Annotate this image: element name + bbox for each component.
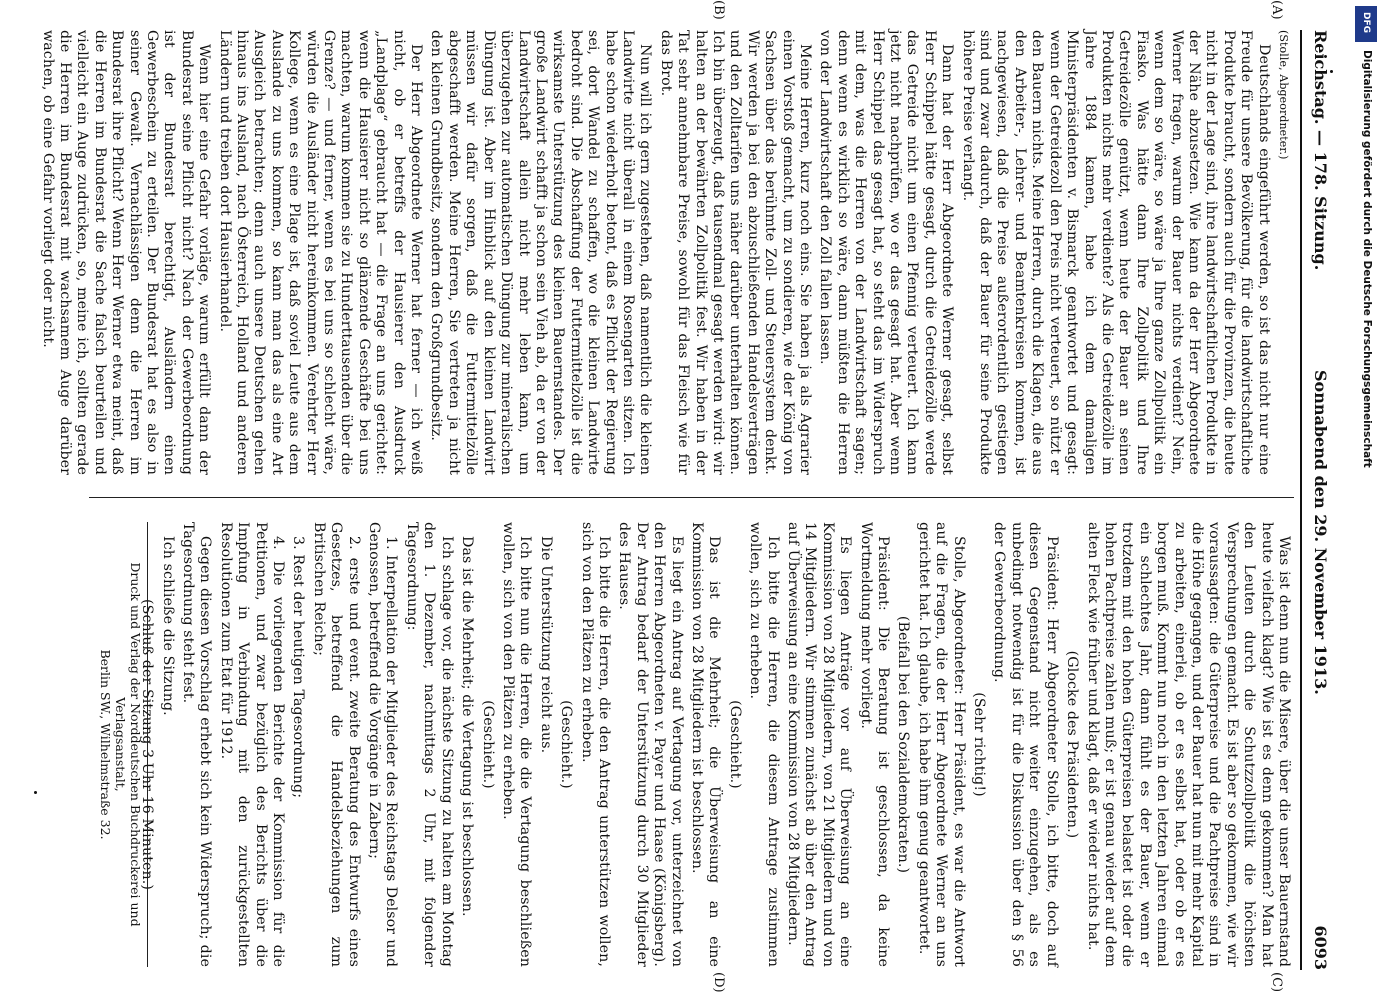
paragraph: Die Unterstützung reicht aus.	[537, 536, 554, 754]
dfg-logo-text: DFG	[1361, 12, 1371, 34]
header-rule	[1300, 30, 1302, 970]
imprint-line-2: Berlin SW., Wilhelmstraße 32.	[98, 649, 113, 840]
imprint-line-1: Druck und Verlag der Norddeutschen Buchdruckerei und Verlagsanstalt,	[113, 562, 143, 927]
paragraph: Das ist die Mehrheit; die Vertagung ist beschlossen.	[459, 536, 476, 917]
imprint	[98, 522, 148, 967]
running-header	[1302, 30, 1336, 970]
stage-remark: (Geschieht.)	[726, 700, 743, 789]
paragraph: Ich schließe die Sitzung.	[159, 536, 176, 716]
paragraph: Dann hat der Herr Abgeordnete Werner gesagt, selbst Herr Schippel hätte gesagt, durch die Getreidezölle werde das Getreide nicht um einen Pfennig verteuert. Ich kann jetzt nicht nachprüfen, wo er das gesagt hat. Aber wenn Herr Schippel das gesagt hat, so steht das im Widerspruch mit dem, was die Herren von der Landwirtschaft sagen; denn wenn es wirklich so wäre, dann müßten die Herren von der Landwirtschaft den Zoll fallen lassen.	[817, 30, 956, 475]
column-divider	[89, 497, 1294, 498]
paragraph: Nun will ich gern zugestehen, daß namentlich die kleinen Landwirte nicht überall in einem Rosengarten sitzen. Ich habe schon wiederholt betont, daß es Pflicht der Regierung sei, dort Wandel zu schaffen, wo die kleinen Landwirte bedroht sind. Die Abschaffung der Futtermittelzölle ist die wirksamste Unterstützung des kleinen Bauernstandes. Der große Landwirt schafft ja schon sein Vieh ab, da er von der Landwirtschaft allein nicht mehr leben kann, um überzugehen zur automatischen Düngung zur mineralischen Düngung ist. Aber im Hinblick auf den kleinen Landwirt müssen wir dafür sorgen, daß die Futtermittelzölle abgeschafft werden. Meine Herren, Sie vertreten ja nicht den kleinen Grundbesitz, sondern den Großgrundbesitz.	[428, 30, 654, 475]
rotated-page-content	[39, 0, 1336, 993]
paragraph: Was ist denn nun die Misere, über die unser Bauernstand heute vielfach klagt? Wie ist es denn gekommen? Man hat den Leuten durch die Schutzzollpolitik die höchsten Versprechungen gemacht. Es ist aber so gekommen, wie wir voraussagten: die Güterpreise und die Pachtpreise sind in die Höhe gegangen, und der Bauer hat nun mit mehr Kapital zu arbeiten, einerlei, ob er es selbst hat, oder ob er es borgen muß. Kommt nun noch in den letzten Jahren einmal ein schlechtes Jahr, dann fühlt es der Bauer, wenn er trotzdem mit den hohen Güterpreisen belastet ist oder die hohen Pachtpreise zahlen muß; er ist genau wieder auf dem alten Fleck wie früher und klagt, daß er wieder nichts hat.	[1084, 522, 1292, 967]
paragraph: Ich bitte die Herren, die diesem Antrage zustimmen wollen, sich zu erheben.	[747, 522, 781, 967]
speck	[34, 791, 37, 794]
speaker-reply: Stolle, Abgeordneter: Herr Präsident, es war die Antwort auf die Fragen, die der Herr Abgeordnete Werner an uns gerichtet hat. Ich glaube, ich habe ihm genug geantwortet.	[915, 522, 967, 967]
header-center: Sonnabend den 29. November 1913.	[1311, 370, 1330, 695]
margin-mark-c: (C)	[1269, 972, 1284, 993]
agenda-item: 4. Die vorliegenden Berichte der Kommission für die Petitionen, und zwar bezüglich des Berichts über die Impfung in Verbindung mit den zurückgestellten Resolutionen zum Etat für 1912.	[217, 522, 287, 967]
dfg-side-strip	[1355, 6, 1379, 468]
paragraph: Der Herr Abgeordnete Werner hat ferner — ich weiß nicht, ob er betreffs der Hausierer den Ausdruck „Landplage“ gebraucht hat — die Frage an uns gerichtet: wenn die Hausierer nicht so glänzende Geschäfte bei uns machten, warum kommen sie zu Hunderttausenden über die Grenze? — und ferner, wenn es bei uns so schlecht wäre, würden die Ausländer nicht hereinkommen. Verehrter Herr Kollege, wenn es eine Plage ist, daß soviel Leute aus dem Auslande zu uns kommen, so kann man das als eine Art Ausgleich betrachten; denn auch unsere Deutschen gehen hinaus ins Ausland, nach Österreich, Holland und anderen Ländern und treiben dort Hausierhandel.	[216, 30, 425, 475]
bell-remark: (Glocke des Präsidenten.)	[1064, 650, 1081, 839]
paragraph: Gegen diesen Vorschlag erhebt sich kein Widerspruch; die Tagesordnung steht fest.	[180, 522, 214, 967]
paragraph: Wenn hier eine Gefahr vorläge, warum erfüllt dann der Bundesrat seine Pflicht nicht? Nach der Gewerbeordnung ist der Bundesrat berechtigt, Ausländern einen Gewerbeschein zu erteilen. Der Bundesrat hat es also in seiner Gewalt. Vernachlässigen denn die Herren im Bundesrat ihre Pflicht? Wenn Herr Werner etwa meint, daß die Herren im Bundesrat die Sache falsch beurteilen und vielleicht ein Auge zudrücken, so, meine ich, sollten gerade die Herren im Bundesrat mit wachsamem Auge darüber wachen, ob eine Gefahr vorliegt oder nicht.	[39, 30, 213, 475]
paragraph: Das ist die Mehrheit; die Überweisung an eine Kommission von 28 Mitgliedern ist beschlossen.	[689, 522, 723, 967]
agenda-item: 3. Rest der heutigen Tagesordnung;	[290, 536, 307, 799]
stage-remark: (Geschieht.)	[558, 700, 575, 789]
president-remark: Präsident: Die Beratung ist geschlossen, da keine Wortmeldung mehr vorliegt.	[857, 522, 892, 967]
margin-mark-a: (A)	[1269, 0, 1284, 20]
right-column	[135, 522, 1292, 967]
closing-remark: (Schluß der Sitzung 3 Uhr 16 Minuten.)	[139, 599, 156, 890]
agenda-item: 1. Interpellation der Mitglieder des Reichstags Delsor und Genossen, betreffend die Vorgänge in Zabern;	[366, 522, 400, 967]
paragraph: Deutschlands eingeführt werden, so ist das nicht nur eine Freude für unsere Bevölkerung, für die landwirtschaftliche Produkte braucht, sondern auch für die Provinzen, die heute nicht in der Lage sind, ihre landwirtschaftlichen Produkte in der Nähe abzusetzen. Wie kann da der Herr Abgeordnete Werner fragen, warum der Bauer nichts verdient? Nein, wenn dem so wäre, so wäre ja Ihre ganze Zollpolitik ein Fiasko. Was hätte dann Ihre Zollpolitik und Ihre Getreidezölle genützt, wenn heute der Bauer an seinen Produkten nichts mehr verdiente? Als die Getreidezölle im Jahre 1884 kamen, habe ich dem damaligen Ministerpräsidenten v. Bismarck geantwortet und gesagt: wenn der Getreidezoll den Preis nicht verteuert, so nützt er den Bauern nichts. Meine Herren, durch die Klagen, die aus den Arbeiter-, Lehrer- und Beamtenkreisen kommen, ist nachgewiesen, daß die Preise außerordentlich gestiegen sind und zwar dadurch, daß der Bauer für seine Produkte höhere Preise verlangt.	[959, 30, 1272, 475]
applause-remark: (Beifall bei den Sozialdemokraten.)	[895, 615, 912, 874]
dfg-logo	[1355, 6, 1377, 42]
paragraph: Ich bitte die Herren, die den Antrag unterstützen wollen, sich von den Plätzen zu erheben.	[578, 522, 612, 967]
left-column	[35, 30, 1292, 475]
interjection: (Sehr richtig!)	[971, 692, 988, 797]
stage-remark: (Geschieht.)	[479, 700, 496, 789]
margin-mark-d: (D)	[711, 972, 726, 993]
margin-mark-b: (B)	[711, 0, 726, 20]
funding-note: Digitalisierung gefördert durch die Deutsche Forschungsgemeinschaft	[1361, 50, 1373, 468]
paragraph: Ich bitte nun die Herren, die die Vertagung beschließen wollen, sich von den Plätzen zu erheben.	[499, 522, 534, 967]
president-remark: Präsident: Herr Abgeordneter Stolle, ich bitte, doch auf diesen Gegenstand nicht weiter einzugehen, als es unbedingt notwendig ist für die Diskussion über den § 56 der Gewerbeordnung.	[991, 522, 1060, 967]
paragraph: Es liegen Anträge vor auf Überweisung an eine Kommission von 28 Mitgliedern, von 21 Mitgliedern und von 14 Mitgliedern. Wir stimmen zunächst ab über den Antrag auf Überweisung an eine Kommission von 28 Mitgliedern.	[785, 522, 854, 967]
paragraph: Es liegt ein Antrag auf Vertagung vor, unterzeichnet von den Herren Abgeordneten v. Payer und Haase (Königsberg). Der Antrag bedarf der Unterstützung durch 30 Mitglieder des Hauses.	[616, 522, 685, 967]
header-left: Reichstag. — 178. Sitzung.	[1311, 30, 1330, 271]
paragraph: Ich schlage vor, die nächste Sitzung zu halten am Montag den 1. Dezember, nachmittags 2 Uhr, mit folgender Tagesordnung:	[403, 522, 455, 967]
agenda-item: 2. erste und event. zweite Beratung des Entwurfs eines Gesetzes, betreffend die Handelsbeziehungen zum Britischen Reiche;	[310, 522, 362, 967]
paragraph: Meine Herren, kurz noch eins. Sie haben ja als Agrarier einen Vorstoß gemacht, um zu sondieren, wie der König von Sachsen über das berühmte Zoll- und Steuersystem denkt. Wir werden ja bei den abzuschließenden Handelsverträgen und den Zolltarifen uns näher darüber unterhalten können. Ich bin überzeugt, daß tausendmal gesagt werden wird: wir halten an der bewährten Zollpolitik fest. Wir haben in der Tat sehr annehmbare Preise, sowohl für das Fleisch wie für das Brot.	[657, 30, 814, 475]
speaker-tag: (Stolle, Abgeordneter.)	[1277, 30, 1290, 160]
page-number: 6093	[1311, 925, 1330, 970]
